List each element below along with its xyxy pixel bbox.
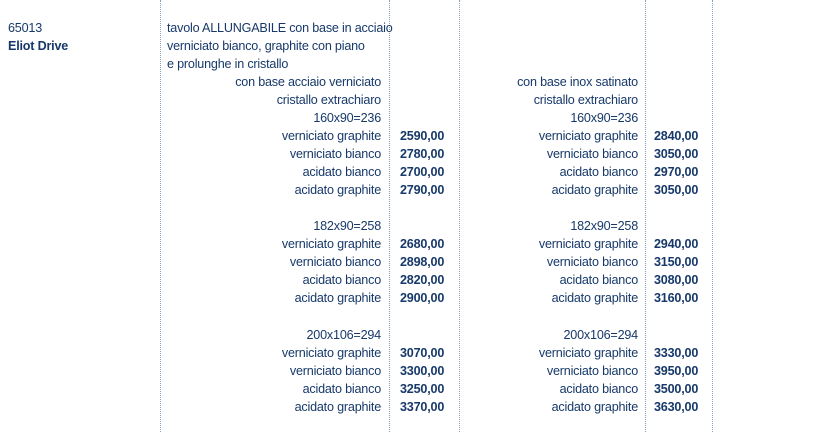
price-value: 3080,00	[654, 273, 699, 287]
column-header-line: cristallo extrachiaro	[533, 93, 638, 107]
column-divider	[459, 0, 460, 432]
price-value: 2780,00	[400, 147, 445, 161]
price-value: 2790,00	[400, 183, 445, 197]
column-divider	[389, 0, 390, 432]
price-value: 2820,00	[400, 273, 445, 287]
price-value: 2900,00	[400, 291, 445, 305]
product-description-line: e prolunghe in cristallo	[167, 57, 289, 71]
column-divider	[160, 0, 161, 432]
column-header-line: con base inox satinato	[517, 75, 638, 89]
product-code: 65013	[8, 21, 43, 35]
price-value: 3950,00	[654, 364, 699, 378]
finish-label: acidato bianco	[302, 273, 381, 287]
column-divider	[645, 0, 646, 432]
finish-label: verniciato bianco	[289, 364, 381, 378]
price-value: 2590,00	[400, 129, 445, 143]
column-header-line: cristallo extrachiaro	[276, 93, 381, 107]
size-label: 160x90=236	[570, 111, 638, 125]
price-value: 2700,00	[400, 165, 445, 179]
price-value: 3050,00	[654, 147, 699, 161]
price-value: 3150,00	[654, 255, 699, 269]
size-label: 160x90=236	[313, 111, 381, 125]
size-label: 182x90=258	[570, 219, 638, 233]
finish-label: verniciato graphite	[538, 346, 638, 360]
finish-label: verniciato graphite	[538, 129, 638, 143]
finish-label: acidato bianco	[559, 273, 638, 287]
product-name: Eliot Drive	[8, 39, 69, 53]
finish-label: acidato graphite	[294, 183, 381, 197]
price-value: 3160,00	[654, 291, 699, 305]
finish-label: verniciato graphite	[281, 346, 381, 360]
finish-label: acidato bianco	[302, 165, 381, 179]
size-label: 182x90=258	[313, 219, 381, 233]
price-value: 3500,00	[654, 382, 699, 396]
column-divider	[712, 0, 713, 432]
product-description-line: tavolo ALLUNGABILE con base in acciaio	[167, 21, 393, 35]
finish-label: verniciato bianco	[289, 147, 381, 161]
product-description-line: verniciato bianco, graphite con piano	[167, 39, 365, 53]
price-value: 3300,00	[400, 364, 445, 378]
price-value: 2940,00	[654, 237, 699, 251]
price-value: 2680,00	[400, 237, 445, 251]
price-value: 3630,00	[654, 400, 699, 414]
finish-label: verniciato bianco	[289, 255, 381, 269]
finish-label: acidato bianco	[302, 382, 381, 396]
price-value: 2840,00	[654, 129, 699, 143]
finish-label: acidato bianco	[559, 165, 638, 179]
finish-label: acidato graphite	[551, 291, 638, 305]
finish-label: verniciato bianco	[546, 147, 638, 161]
finish-label: verniciato graphite	[538, 237, 638, 251]
size-label: 200x106=294	[306, 328, 381, 342]
finish-label: verniciato graphite	[281, 237, 381, 251]
price-value: 3370,00	[400, 400, 445, 414]
price-value: 3070,00	[400, 346, 445, 360]
finish-label: verniciato bianco	[546, 364, 638, 378]
finish-label: verniciato graphite	[281, 129, 381, 143]
finish-label: acidato graphite	[551, 400, 638, 414]
finish-label: acidato graphite	[551, 183, 638, 197]
price-value: 3250,00	[400, 382, 445, 396]
finish-label: verniciato bianco	[546, 255, 638, 269]
finish-label: acidato graphite	[294, 291, 381, 305]
size-label: 200x106=294	[563, 328, 638, 342]
price-value: 3330,00	[654, 346, 699, 360]
price-value: 3050,00	[654, 183, 699, 197]
finish-label: acidato bianco	[559, 382, 638, 396]
column-header-line: con base acciaio verniciato	[235, 75, 381, 89]
finish-label: acidato graphite	[294, 400, 381, 414]
price-value: 2898,00	[400, 255, 445, 269]
price-value: 2970,00	[654, 165, 699, 179]
